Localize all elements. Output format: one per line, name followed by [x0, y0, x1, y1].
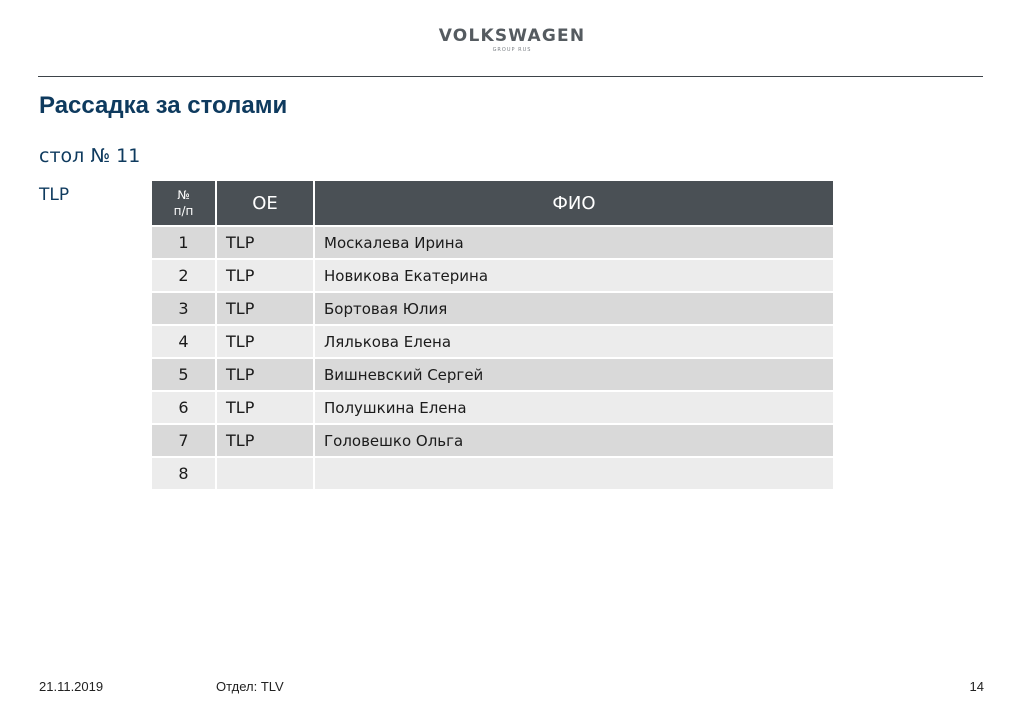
footer-date: 21.11.2019	[39, 679, 104, 694]
header-divider	[38, 76, 983, 77]
row-fio: Новикова Екатерина	[314, 259, 834, 292]
row-fio: Бортовая Юлия	[314, 292, 834, 325]
row-fio: Лялькова Елена	[314, 325, 834, 358]
table-row	[151, 325, 834, 358]
row-oe: TLP	[216, 292, 314, 325]
row-fio	[314, 457, 834, 490]
table-row	[151, 391, 834, 424]
header-number-abbr: п/п	[173, 204, 194, 218]
table-row	[151, 292, 834, 325]
row-fio: Полушкина Елена	[314, 391, 834, 424]
volkswagen-logo	[0, 26, 1024, 53]
row-number: 5	[151, 358, 216, 391]
table-number: стол № 11	[39, 145, 141, 167]
page-number: 14	[969, 679, 984, 694]
table-row	[151, 457, 834, 490]
page-title: Рассадка за столами	[39, 92, 288, 119]
row-oe: TLP	[216, 424, 314, 457]
row-oe: TLP	[216, 226, 314, 259]
group-label: TLP	[39, 185, 70, 205]
row-number: 1	[151, 226, 216, 259]
row-oe: TLP	[216, 391, 314, 424]
row-fio: Вишневский Сергей	[314, 358, 834, 391]
row-number: 8	[151, 457, 216, 490]
row-fio: Головешко Ольга	[314, 424, 834, 457]
row-number: 6	[151, 391, 216, 424]
row-oe	[216, 457, 314, 490]
row-oe: TLP	[216, 325, 314, 358]
seating-table	[150, 179, 835, 491]
row-number: 3	[151, 292, 216, 325]
row-number: 4	[151, 325, 216, 358]
row-oe: TLP	[216, 259, 314, 292]
row-number: 7	[151, 424, 216, 457]
table-row	[151, 226, 834, 259]
row-oe: TLP	[216, 358, 314, 391]
row-fio: Москалева Ирина	[314, 226, 834, 259]
table-row	[151, 358, 834, 391]
logo-wordmark: VOLKSWAGEN	[438, 26, 586, 46]
header-number-symbol: №	[177, 188, 190, 202]
header-number	[151, 180, 216, 226]
row-number: 2	[151, 259, 216, 292]
table-header-row	[151, 180, 834, 226]
header-oe: ОЕ	[216, 180, 314, 226]
table-row	[151, 259, 834, 292]
header-fio: ФИО	[314, 180, 834, 226]
table-row	[151, 424, 834, 457]
logo-subtitle: GROUP RUS	[492, 47, 532, 53]
footer-department: Отдел: TLV	[216, 679, 284, 694]
